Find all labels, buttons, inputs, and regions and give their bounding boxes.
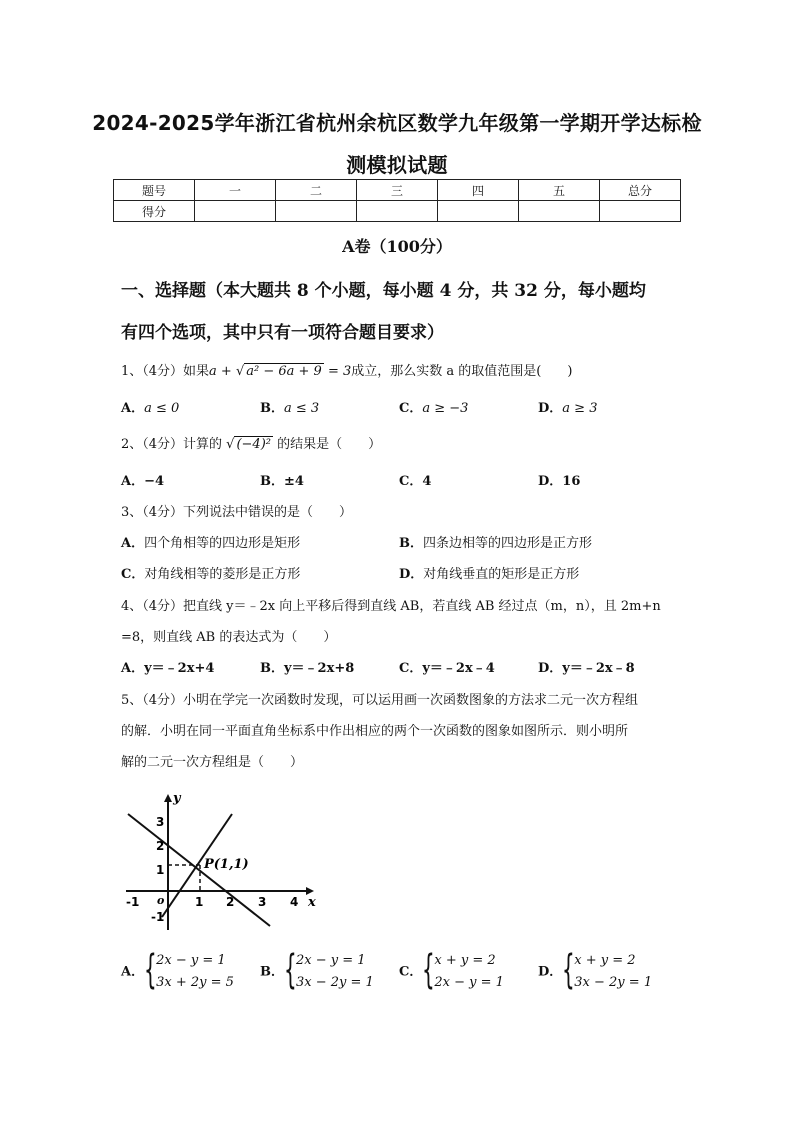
part1-heading-line2: 有四个选项，其中只有一项符合题目要求）: [121, 323, 444, 343]
score-cell-5: 五: [519, 180, 600, 201]
y-tick-1: 1: [156, 863, 165, 877]
q5-coordinate-graph: [118, 790, 323, 935]
score-cell-1: 一: [195, 180, 276, 201]
score-cell-total: 总分: [600, 180, 681, 201]
y-axis-label: y: [173, 791, 181, 806]
q5-option-b[interactable]: B．{ 2x − y = 1 3x − 2y = 1: [260, 950, 374, 994]
q5-option-d[interactable]: D．{ x + y = 2 3x − 2y = 1: [538, 950, 652, 994]
score-row-label: 得分: [114, 201, 195, 222]
y-tick-2: 2: [156, 839, 165, 853]
q1-radicand: a² − 6a + 9: [246, 364, 322, 379]
q2-option-b[interactable]: B．±4: [260, 474, 304, 489]
q1-option-d[interactable]: D．a ≥ 3: [538, 401, 598, 416]
q1-option-b[interactable]: B．a ≤ 3: [260, 401, 320, 416]
exam-title-line1: 2024-2025学年浙江省杭州余杭区数学九年级第一学期开学达标检: [92, 111, 702, 135]
question-4-stem-line2: =8，则直线 AB 的表达式为（ ）: [121, 630, 337, 645]
q2-option-a[interactable]: A．−4: [121, 474, 165, 489]
y-axis-arrow-icon: [164, 794, 172, 802]
score-cell-3: 三: [357, 180, 438, 201]
q5-option-a[interactable]: A．{ 2x − y = 1 3x + 2y = 5: [121, 950, 234, 994]
q1-suffix: 成立，那么实数 a 的取值范围是( ): [351, 364, 573, 379]
y-tick-3: 3: [156, 815, 165, 829]
y-tick--1: -1: [151, 910, 165, 924]
score-cell-label: 题号: [114, 180, 195, 201]
q3-option-b[interactable]: B．四条边相等的四边形是正方形: [399, 536, 593, 551]
q2-suffix: 的结果是（ ）: [277, 437, 382, 452]
score-input-3[interactable]: [357, 201, 438, 222]
q1-option-a[interactable]: A．a ≤ 0: [121, 401, 180, 416]
q2-prefix: 2、（4分）计算的: [121, 437, 223, 452]
x-tick--1: -1: [126, 895, 140, 909]
q3-option-c[interactable]: C．对角线相等的菱形是正方形: [121, 567, 301, 582]
q4-option-b[interactable]: B．y＝﹣2x+8: [260, 661, 355, 676]
q2-option-c[interactable]: C．4: [399, 474, 432, 489]
question-5-stem-line2: 的解．小明在同一平面直角坐标系中作出相应的两个一次函数的图象如图所示．则小明所: [121, 724, 629, 739]
score-cell-4: 四: [438, 180, 519, 201]
score-input-total[interactable]: [600, 201, 681, 222]
q5-option-c[interactable]: C．{ x + y = 2 2x − y = 1: [399, 950, 504, 994]
x-tick-1: 1: [195, 895, 204, 909]
x-axis-label: x: [308, 895, 316, 910]
question-5-stem-line3: 解的二元一次方程组是（ ）: [121, 755, 304, 770]
question-1-stem: 1、（4分）如果a + √ a² − 6a + 9 = 3成立，那么实数 a 的取值范围是( ): [121, 364, 573, 379]
q1-lhs: a +: [209, 364, 232, 379]
q4-option-d[interactable]: D．y＝﹣2x﹣8: [538, 661, 635, 676]
q2-radicand: (−4)²: [236, 437, 271, 452]
section-a-heading: A卷（100分）: [342, 237, 452, 256]
x-tick-4: 4: [290, 895, 299, 909]
q2-option-d[interactable]: D．16: [538, 474, 581, 489]
score-table-header-row: [114, 180, 681, 201]
question-4-stem-line1: 4、（4分）把直线 y＝﹣2x 向上平移后得到直线 AB，若直线 AB 经过点（m，n），且 2m+n: [121, 599, 661, 614]
score-table-score-row: [114, 201, 681, 222]
question-3-stem: 3、（4分）下列说法中错误的是（ ）: [121, 505, 353, 520]
score-cell-2: 二: [276, 180, 357, 201]
q1-prefix: 1、（4分）如果: [121, 364, 210, 379]
x-axis-arrow-icon: [306, 887, 314, 895]
question-2-stem: 2、（4分）计算的 √ (−4)² 的结果是（ ）: [121, 437, 382, 452]
score-input-5[interactable]: [519, 201, 600, 222]
score-table: [113, 179, 681, 222]
x-tick-3: 3: [258, 895, 267, 909]
point-p-label: P(1,1): [204, 857, 249, 872]
q4-option-c[interactable]: C．y＝﹣2x﹣4: [399, 661, 495, 676]
q1-rhs: = 3: [327, 364, 352, 379]
q3-option-d[interactable]: D．对角线垂直的矩形是正方形: [399, 567, 580, 582]
part1-heading-line1: 一、选择题（本大题共 8 个小题，每小题 4 分，共 32 分，每小题均: [121, 281, 646, 301]
exam-title-line2: 测模拟试题: [346, 153, 448, 177]
score-input-2[interactable]: [276, 201, 357, 222]
x-tick-2: 2: [226, 895, 235, 909]
q3-option-a[interactable]: A．四个角相等的四边形是矩形: [121, 536, 301, 551]
q4-option-a[interactable]: A．y＝﹣2x+4: [121, 661, 215, 676]
origin-label: o: [157, 894, 165, 907]
score-input-4[interactable]: [438, 201, 519, 222]
score-input-1[interactable]: [195, 201, 276, 222]
question-5-stem-line1: 5、（4分）小明在学完一次函数时发现，可以运用画一次函数图象的方法求二元一次方程组: [121, 693, 639, 708]
q1-option-c[interactable]: C．a ≥ −3: [399, 401, 469, 416]
